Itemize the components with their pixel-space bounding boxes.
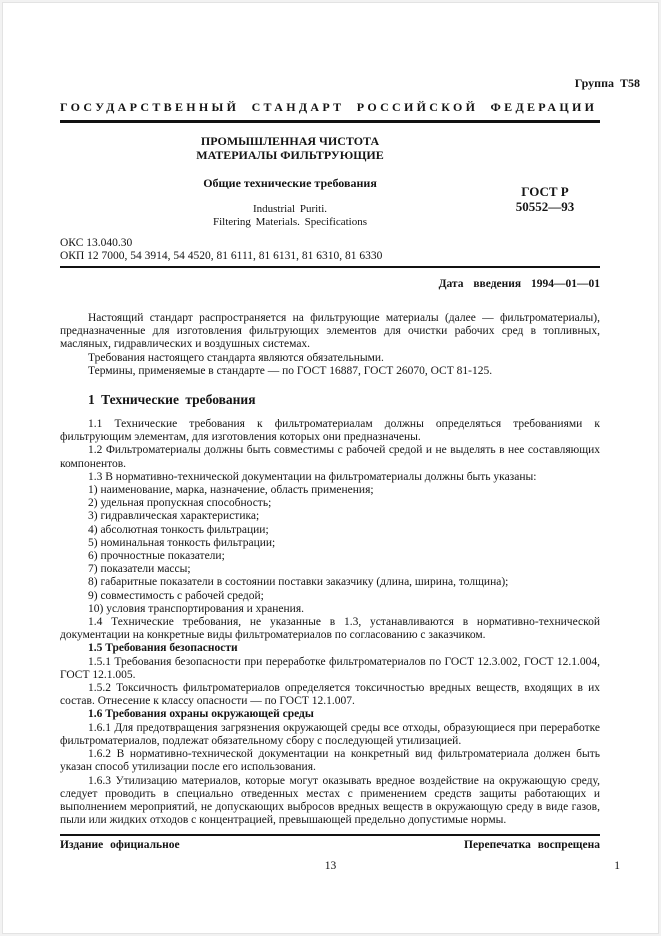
clause-1-1: 1.1 Технические требования к фильтроматериалам должны определяться требованиями к фильтрующим элементам, для изготовления которых они предназначены. bbox=[60, 418, 600, 444]
requirements-list-item: 6) прочностные показатели; bbox=[88, 550, 225, 563]
title-block bbox=[60, 134, 600, 228]
section-1-heading: 1 Технические требования bbox=[88, 392, 256, 408]
requirements-list-item: 10) условия транспортирования и хранения. bbox=[88, 602, 304, 615]
document-subtitle: Общие технические требования bbox=[203, 176, 377, 190]
header-rule bbox=[60, 120, 600, 123]
oks-code: ОКС 13.040.30 bbox=[60, 237, 133, 249]
requirements-list-item: 2) удельная пропускная способность; bbox=[88, 497, 272, 510]
document-title-en bbox=[60, 203, 520, 228]
requirements-list-item: 1) наименование, марка, назначение, область применения; bbox=[88, 484, 374, 497]
clause-1-5-1: 1.5.1 Требования безопасности при переработке фильтроматериалов по ГОСТ 12.3.002, ГОСТ 12.1.004, ГОСТ 12.1.005. bbox=[60, 655, 600, 681]
document-title-ru bbox=[60, 134, 520, 162]
document-title-ru-line1: ПРОМЫШЛЕННАЯ ЧИСТОТА bbox=[200, 134, 380, 148]
intro-paragraph-2: Требования настоящего стандарта являются обязательными. bbox=[88, 351, 384, 364]
effective-date: Дата введения 1994—01—01 bbox=[438, 278, 600, 290]
sheet-number: 1 bbox=[614, 860, 620, 872]
page-number: 13 bbox=[324, 860, 337, 872]
requirements-list-item: 4) абсолютная тонкость фильтрации; bbox=[88, 523, 269, 536]
requirements-list-item: 8) габаритные показатели в состоянии поставки заказчику (длина, ширина, толщина); bbox=[88, 576, 509, 589]
federation-standard-title: ГОСУДАРСТВЕННЫЙ СТАНДАРТ РОССИЙСКОЙ ФЕДЕРАЦИИ bbox=[60, 100, 598, 114]
clause-1-3: 1.3 В нормативно-технической документации на фильтроматериалы должны быть указаны: bbox=[88, 470, 537, 483]
requirements-list-item: 3) гидравлическая характеристика; bbox=[88, 510, 260, 523]
clause-1-2: 1.2 Фильтроматериалы должны быть совместимы с рабочей средой и не выделять в нее составляющих компонентов. bbox=[60, 444, 600, 470]
document-title-en-line2: Filtering Materials. Specifications bbox=[213, 215, 367, 228]
subsection-1-5-heading: 1.5 Требования безопасности bbox=[88, 642, 238, 655]
requirements-list-item: 9) совместимость с рабочей средой; bbox=[88, 589, 264, 602]
official-edition-label: Издание официальное bbox=[60, 839, 180, 851]
body-text bbox=[60, 312, 600, 827]
clause-1-5-2: 1.5.2 Токсичность фильтроматериалов определяется токсичностью вредных веществ, входящих в их состав. Отнесение к классу опасности — по ГОСТ 12.1.007. bbox=[60, 682, 600, 708]
okp-codes: ОКП 12 7000, 54 3914, 54 4520, 81 6111, 81 6131, 81 6310, 81 6330 bbox=[60, 249, 383, 262]
requirements-list-item: 5) номинальная тонкость фильтрации; bbox=[88, 536, 276, 549]
subsection-1-6-heading: 1.6 Требования охраны окружающей среды bbox=[88, 708, 314, 721]
clause-1-6-3: 1.6.3 Утилизацию материалов, которые могут оказывать вредное воздействие на окружающую среду, следует проводить в специально отведенных местах с применением средств защиты работающих и выполнением мероприятий, не допускающих выбросов вредных веществ в окружающую среду в виде газов, пыли или жидких отходов с концентрацией, превышающей предельно допустимые нормы. bbox=[60, 774, 600, 827]
standard-designation-line2: 50552—93 bbox=[515, 199, 575, 214]
document-title-en-line1: Industrial Puriti. bbox=[252, 203, 328, 215]
clause-1-6-2: 1.6.2 В нормативно-технической документации на конкретный вид фильтроматериала должен быть указан способ утилизации после его использования. bbox=[60, 748, 600, 774]
group-label: Группа Т58 bbox=[574, 76, 640, 90]
codes-rule bbox=[60, 266, 600, 268]
standard-designation-line1: ГОСТ Р bbox=[521, 184, 569, 199]
clause-1-4: 1.4 Технические требования, не указанные в 1.3, устанавливаются в нормативно-технической документации на конкретные виды фильтроматериалов по согласованию с заказчиком. bbox=[60, 616, 600, 642]
clause-1-6-1: 1.6.1 Для предотвращения загрязнения окружающей среды все отходы, образующиеся при переработке фильтроматериалов, подлежат обязательному сбору с последующей утилизацией. bbox=[60, 721, 600, 747]
requirements-list-item: 7) показатели массы; bbox=[88, 563, 191, 576]
classification-codes bbox=[60, 237, 600, 268]
reprint-prohibited-label: Перепечатка воспрещена bbox=[464, 839, 600, 851]
intro-paragraph-1: Настоящий стандарт распространяется на фильтрующие материалы (далее — фильтроматериалы), предназначенные для изготовления фильтрующих элементов для очистки рабочих сред в топливных, масляных, гидравлических и воздушных системах. bbox=[60, 312, 600, 351]
intro-paragraph-3: Термины, применяемые в стандарте — по ГОСТ 16887, ГОСТ 26070, ОСТ 81-125. bbox=[88, 364, 493, 377]
standard-designation bbox=[485, 184, 605, 214]
page-footer bbox=[60, 834, 600, 851]
document-title-ru-line2: МАТЕРИАЛЫ ФИЛЬТРУЮЩИЕ bbox=[196, 148, 384, 162]
